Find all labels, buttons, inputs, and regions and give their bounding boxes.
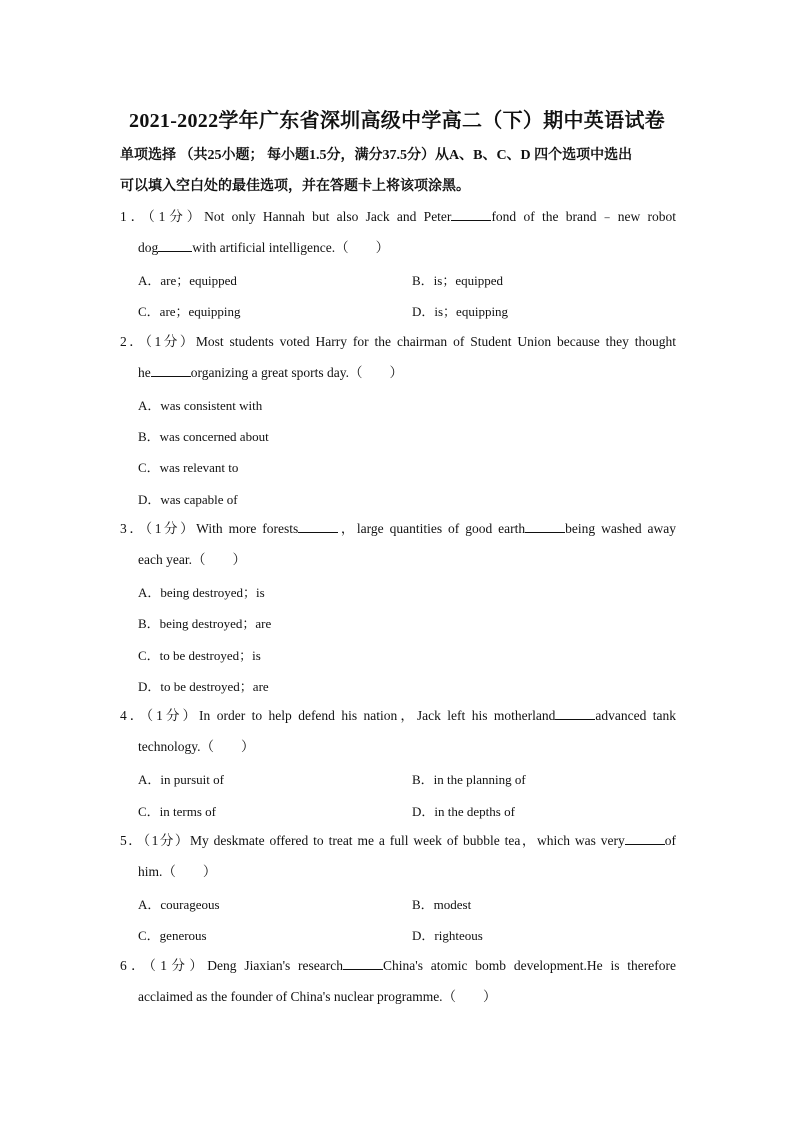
option-a[interactable]: A．are；equipped bbox=[138, 273, 237, 288]
question-5-stem: 5．（1分）My deskmate offered to treat me a full week of bubble tea，which was very of bbox=[120, 833, 676, 848]
option-d[interactable]: D．is；equipping bbox=[412, 304, 509, 319]
option-b[interactable]: B．was concerned about bbox=[138, 429, 269, 444]
option-c[interactable]: C．are；equipping bbox=[138, 304, 241, 319]
section-instructions-line-1: 单项选择 （共25小题； 每小题1.5分，满分37.5分）从A、B、C、D 四个选项中选出 bbox=[120, 148, 633, 163]
question-5 bbox=[120, 825, 676, 887]
option-b[interactable]: B．in the planning of bbox=[412, 772, 526, 787]
question-1 bbox=[120, 201, 676, 263]
option-d[interactable]: D．was capable of bbox=[138, 492, 238, 507]
answer-blank bbox=[343, 957, 383, 970]
option-b[interactable]: B．modest bbox=[412, 897, 472, 912]
option-c[interactable]: C．was relevant to bbox=[138, 460, 239, 475]
option-a[interactable]: A．in pursuit of bbox=[138, 772, 224, 787]
option-a[interactable]: A．was consistent with bbox=[138, 398, 263, 413]
question-3-stem: 3．（1分）With more forests ，large quantities of good earth being washed away bbox=[120, 521, 677, 536]
question-6-stem-continued: acclaimed as the founder of China's nuclear programme.（ ） bbox=[138, 989, 497, 1004]
option-d[interactable]: D．to be destroyed；are bbox=[138, 679, 269, 694]
question-2 bbox=[120, 326, 676, 388]
question-4-stem-continued: technology.（ ） bbox=[138, 739, 255, 754]
section-instructions-line-2: 可以填入空白处的最佳选项，并在答题卡上将该项涂黑。 bbox=[120, 179, 470, 194]
question-2-stem: 2．（1分）Most students voted Harry for the chairman of Student Union because they thought bbox=[120, 334, 676, 349]
question-5-stem-continued: him.（ ） bbox=[138, 864, 217, 879]
answer-blank bbox=[555, 707, 595, 720]
question-3-stem-continued: each year.（ ） bbox=[138, 552, 246, 567]
question-2-stem-continued: he organizing a great sports day.（ ） bbox=[138, 365, 403, 380]
option-a[interactable]: A．courageous bbox=[138, 897, 220, 912]
answer-blank bbox=[151, 364, 191, 377]
answer-blank bbox=[625, 832, 665, 845]
exam-title: 2021-2022学年广东省深圳高级中学高二（下）期中英语试卷 bbox=[129, 110, 665, 132]
question-3 bbox=[120, 513, 676, 575]
question-4 bbox=[120, 700, 676, 762]
question-1-stem: 1．（1分）Not only Hannah but also Jack and Peter fond of the brand﹣new robot bbox=[120, 209, 677, 224]
option-b[interactable]: B．being destroyed；are bbox=[138, 616, 272, 631]
option-d[interactable]: D．in the depths of bbox=[412, 804, 515, 819]
question-4-stem: 4．（1分）In order to help defend his nation，Jack left his motherland advanced tank bbox=[120, 708, 676, 723]
question-1-stem-continued: dog with artificial intelligence.（ ） bbox=[138, 240, 390, 255]
answer-blank bbox=[525, 520, 565, 533]
option-d[interactable]: D．righteous bbox=[412, 928, 483, 943]
option-b[interactable]: B．is；equipped bbox=[412, 273, 503, 288]
option-a[interactable]: A．being destroyed；is bbox=[138, 585, 265, 600]
question-6-stem: 6．（1分）Deng Jiaxian's research China's atomic bomb development.He is therefore bbox=[120, 958, 676, 973]
question-6 bbox=[120, 950, 676, 1012]
answer-blank bbox=[451, 208, 491, 221]
section-instructions bbox=[120, 140, 676, 202]
option-c[interactable]: C．in terms of bbox=[138, 804, 216, 819]
answer-blank bbox=[298, 520, 338, 533]
option-c[interactable]: C．generous bbox=[138, 928, 207, 943]
option-c[interactable]: C．to be destroyed；is bbox=[138, 648, 261, 663]
answer-blank bbox=[158, 239, 192, 252]
